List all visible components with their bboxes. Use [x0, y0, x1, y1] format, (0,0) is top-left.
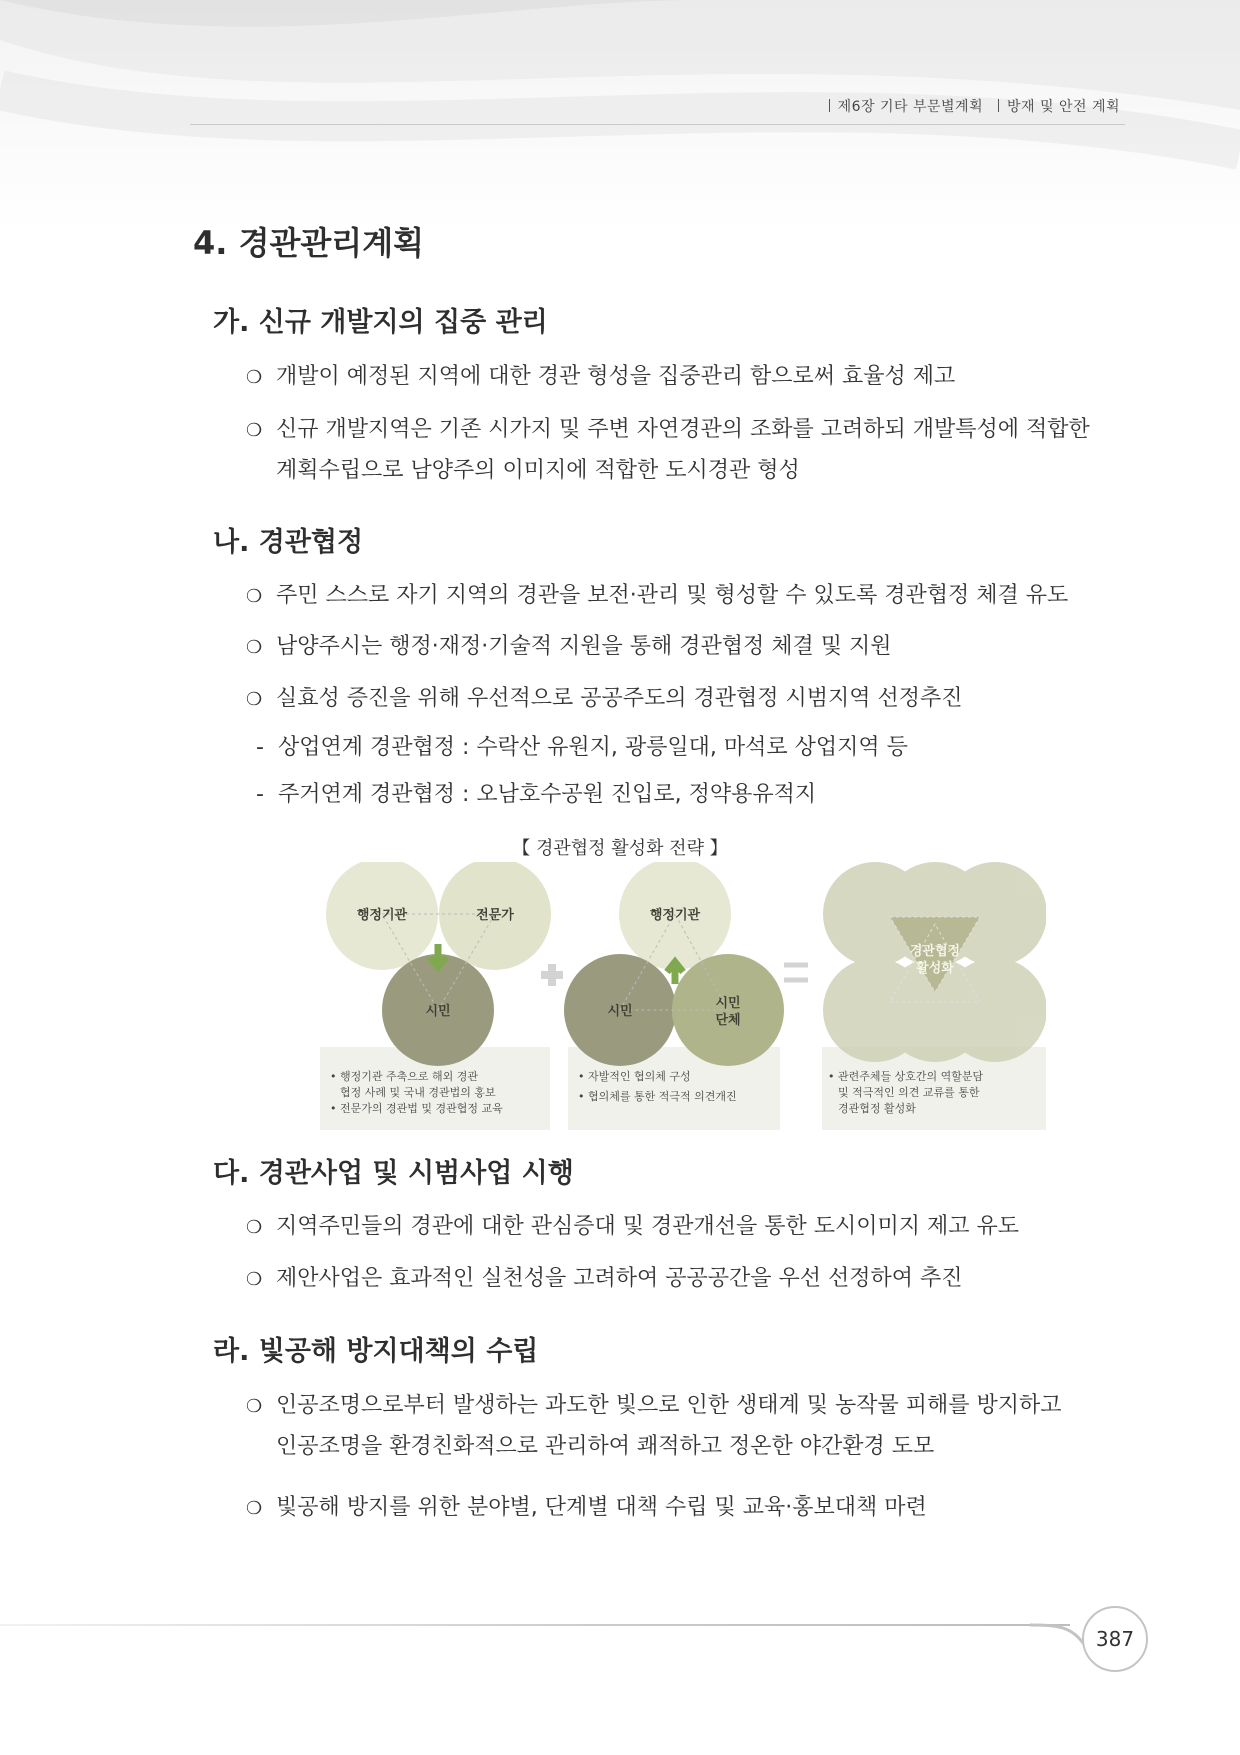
bullet-item [246, 1259, 963, 1300]
bullet-text: 남양주시는 행정·재정·기술적 지원을 통해 경관협정 체결 및 지원 [276, 634, 892, 659]
bullet-item [246, 627, 892, 668]
circle-bullet-icon: ❍ [246, 1498, 263, 1519]
figure-caption: 【 경관협정 활성화 전략 】 [512, 838, 728, 859]
bullet-item [246, 1386, 1062, 1467]
circle-bullet-icon: ❍ [246, 586, 263, 607]
note-line: • 행정기관 주축으로 해외 경관 [330, 1070, 478, 1083]
note-line: • 관련주체들 상호간의 역할분담 [828, 1070, 984, 1083]
circle-bullet-icon: ❍ [246, 1217, 263, 1238]
page-number: 387 [1082, 1606, 1148, 1672]
note-line: 협정 사례 및 국내 경관법의 홍보 [340, 1086, 496, 1099]
arrow-down-icon [430, 944, 446, 967]
page-title: 4. 경관관리계획 [193, 224, 425, 262]
strategy-diagram [320, 862, 1046, 1130]
circle-bullet-icon: ❍ [246, 1396, 263, 1417]
running-header [829, 96, 1120, 116]
overlap-circle [943, 958, 1046, 1062]
bullet-text: 인공조명으로부터 발생하는 과도한 빛으로 인한 생태계 및 농작물 피해를 방지하고 [276, 1393, 1062, 1418]
panel-notes [578, 1069, 737, 1105]
circle-bullet-icon: ❍ [246, 689, 263, 710]
bullet-text: 빛공해 방지를 위한 분야별, 단계별 대책 수립 및 교육·홍보대책 마련 [276, 1495, 927, 1520]
sub-item-text: 주거연계 경관협정 : 오남호수공원 진입로, 정약용유적지 [278, 782, 817, 807]
center-label: 활성화 [916, 961, 954, 976]
sub-item [256, 730, 908, 766]
sub-item [256, 777, 816, 813]
bullet-item [246, 679, 963, 720]
circle-bullet-icon: ❍ [246, 420, 263, 441]
header-section: 방재 및 안전 계획 [1006, 99, 1120, 115]
bullet-item [246, 410, 1090, 491]
bullet-text: 주민 스스로 자기 지역의 경관을 보전·관리 및 형성할 수 있도록 경관협정 체결 유도 [276, 583, 1069, 608]
bullet-item [246, 1488, 927, 1529]
footer-rule [0, 1624, 1070, 1626]
section-title: 라. 빛공해 방지대책의 수립 [213, 1336, 539, 1367]
equals-icon [784, 965, 808, 980]
panel-notes [828, 1069, 983, 1117]
circle-bullet-icon: ❍ [246, 637, 263, 658]
center-label: 경관협정 [909, 944, 961, 959]
sub-item-text: 상업연계 경관협정 : 수락산 유원지, 광릉일대, 마석로 상업지역 등 [278, 735, 908, 760]
circle-label: 시민 [425, 1004, 451, 1019]
circle-bullet-icon: ❍ [246, 1269, 263, 1290]
circle-label: 시민 [715, 996, 741, 1011]
circle-label: 행정기관 [356, 908, 408, 923]
bullet-text: 개발이 예정된 지역에 대한 경관 형성을 집중관리 함으로써 효율성 제고 [276, 364, 956, 389]
bullet-text-continued: 인공조명을 환경친화적으로 관리하여 쾌적하고 정온한 야간환경 도모 [276, 1434, 935, 1459]
header-separator [829, 99, 830, 112]
section-title: 나. 경관협정 [213, 527, 364, 558]
dash-bullet-icon: - [256, 735, 264, 760]
header-chapter: 제6장 기타 부문별계획 [837, 99, 984, 115]
note-line: • 협의체를 통한 적극적 의견개진 [578, 1090, 737, 1103]
bullet-text: 제안사업은 효과적인 실천성을 고려하여 공공공간을 우선 선정하여 추진 [276, 1266, 963, 1291]
panel-notes [330, 1069, 503, 1117]
bullet-item [246, 576, 1068, 617]
plus-icon [541, 964, 563, 986]
header-separator [998, 99, 999, 112]
circle-bullet-icon: ❍ [246, 367, 263, 388]
circle-label: 시민 [607, 1004, 633, 1019]
bullet-text: 실효성 증진을 위해 우선적으로 공공주도의 경관협정 시범지역 선정추진 [276, 686, 963, 711]
section-title: 다. 경관사업 및 시범사업 시행 [213, 1158, 574, 1189]
section-title: 가. 신규 개발지의 집중 관리 [213, 307, 548, 338]
note-line: 및 적극적인 의견 교류를 통한 [838, 1086, 980, 1099]
circle-label: 전문가 [476, 908, 514, 923]
bullet-text-continued: 계획수립으로 남양주의 이미지에 적합한 도시경관 형성 [276, 458, 800, 483]
note-line: 경관협정 활성화 [838, 1102, 916, 1115]
header-rule [190, 124, 1125, 125]
bullet-item [246, 1207, 1019, 1248]
dash-bullet-icon: - [256, 782, 264, 807]
circle-label: 단체 [715, 1013, 741, 1028]
bullet-text: 지역주민들의 경관에 대한 관심증대 및 경관개선을 통한 도시이미지 제고 유도 [276, 1214, 1020, 1239]
bullet-item [246, 357, 955, 398]
bullet-text: 신규 개발지역은 기존 시가지 및 주변 자연경관의 조화를 고려하되 개발특성에 적합한 [276, 417, 1090, 442]
circle-label: 행정기관 [649, 908, 701, 923]
note-line: • 자발적인 협의체 구성 [578, 1070, 691, 1083]
note-line: • 전문가의 경관법 및 경관협정 교육 [330, 1102, 503, 1115]
